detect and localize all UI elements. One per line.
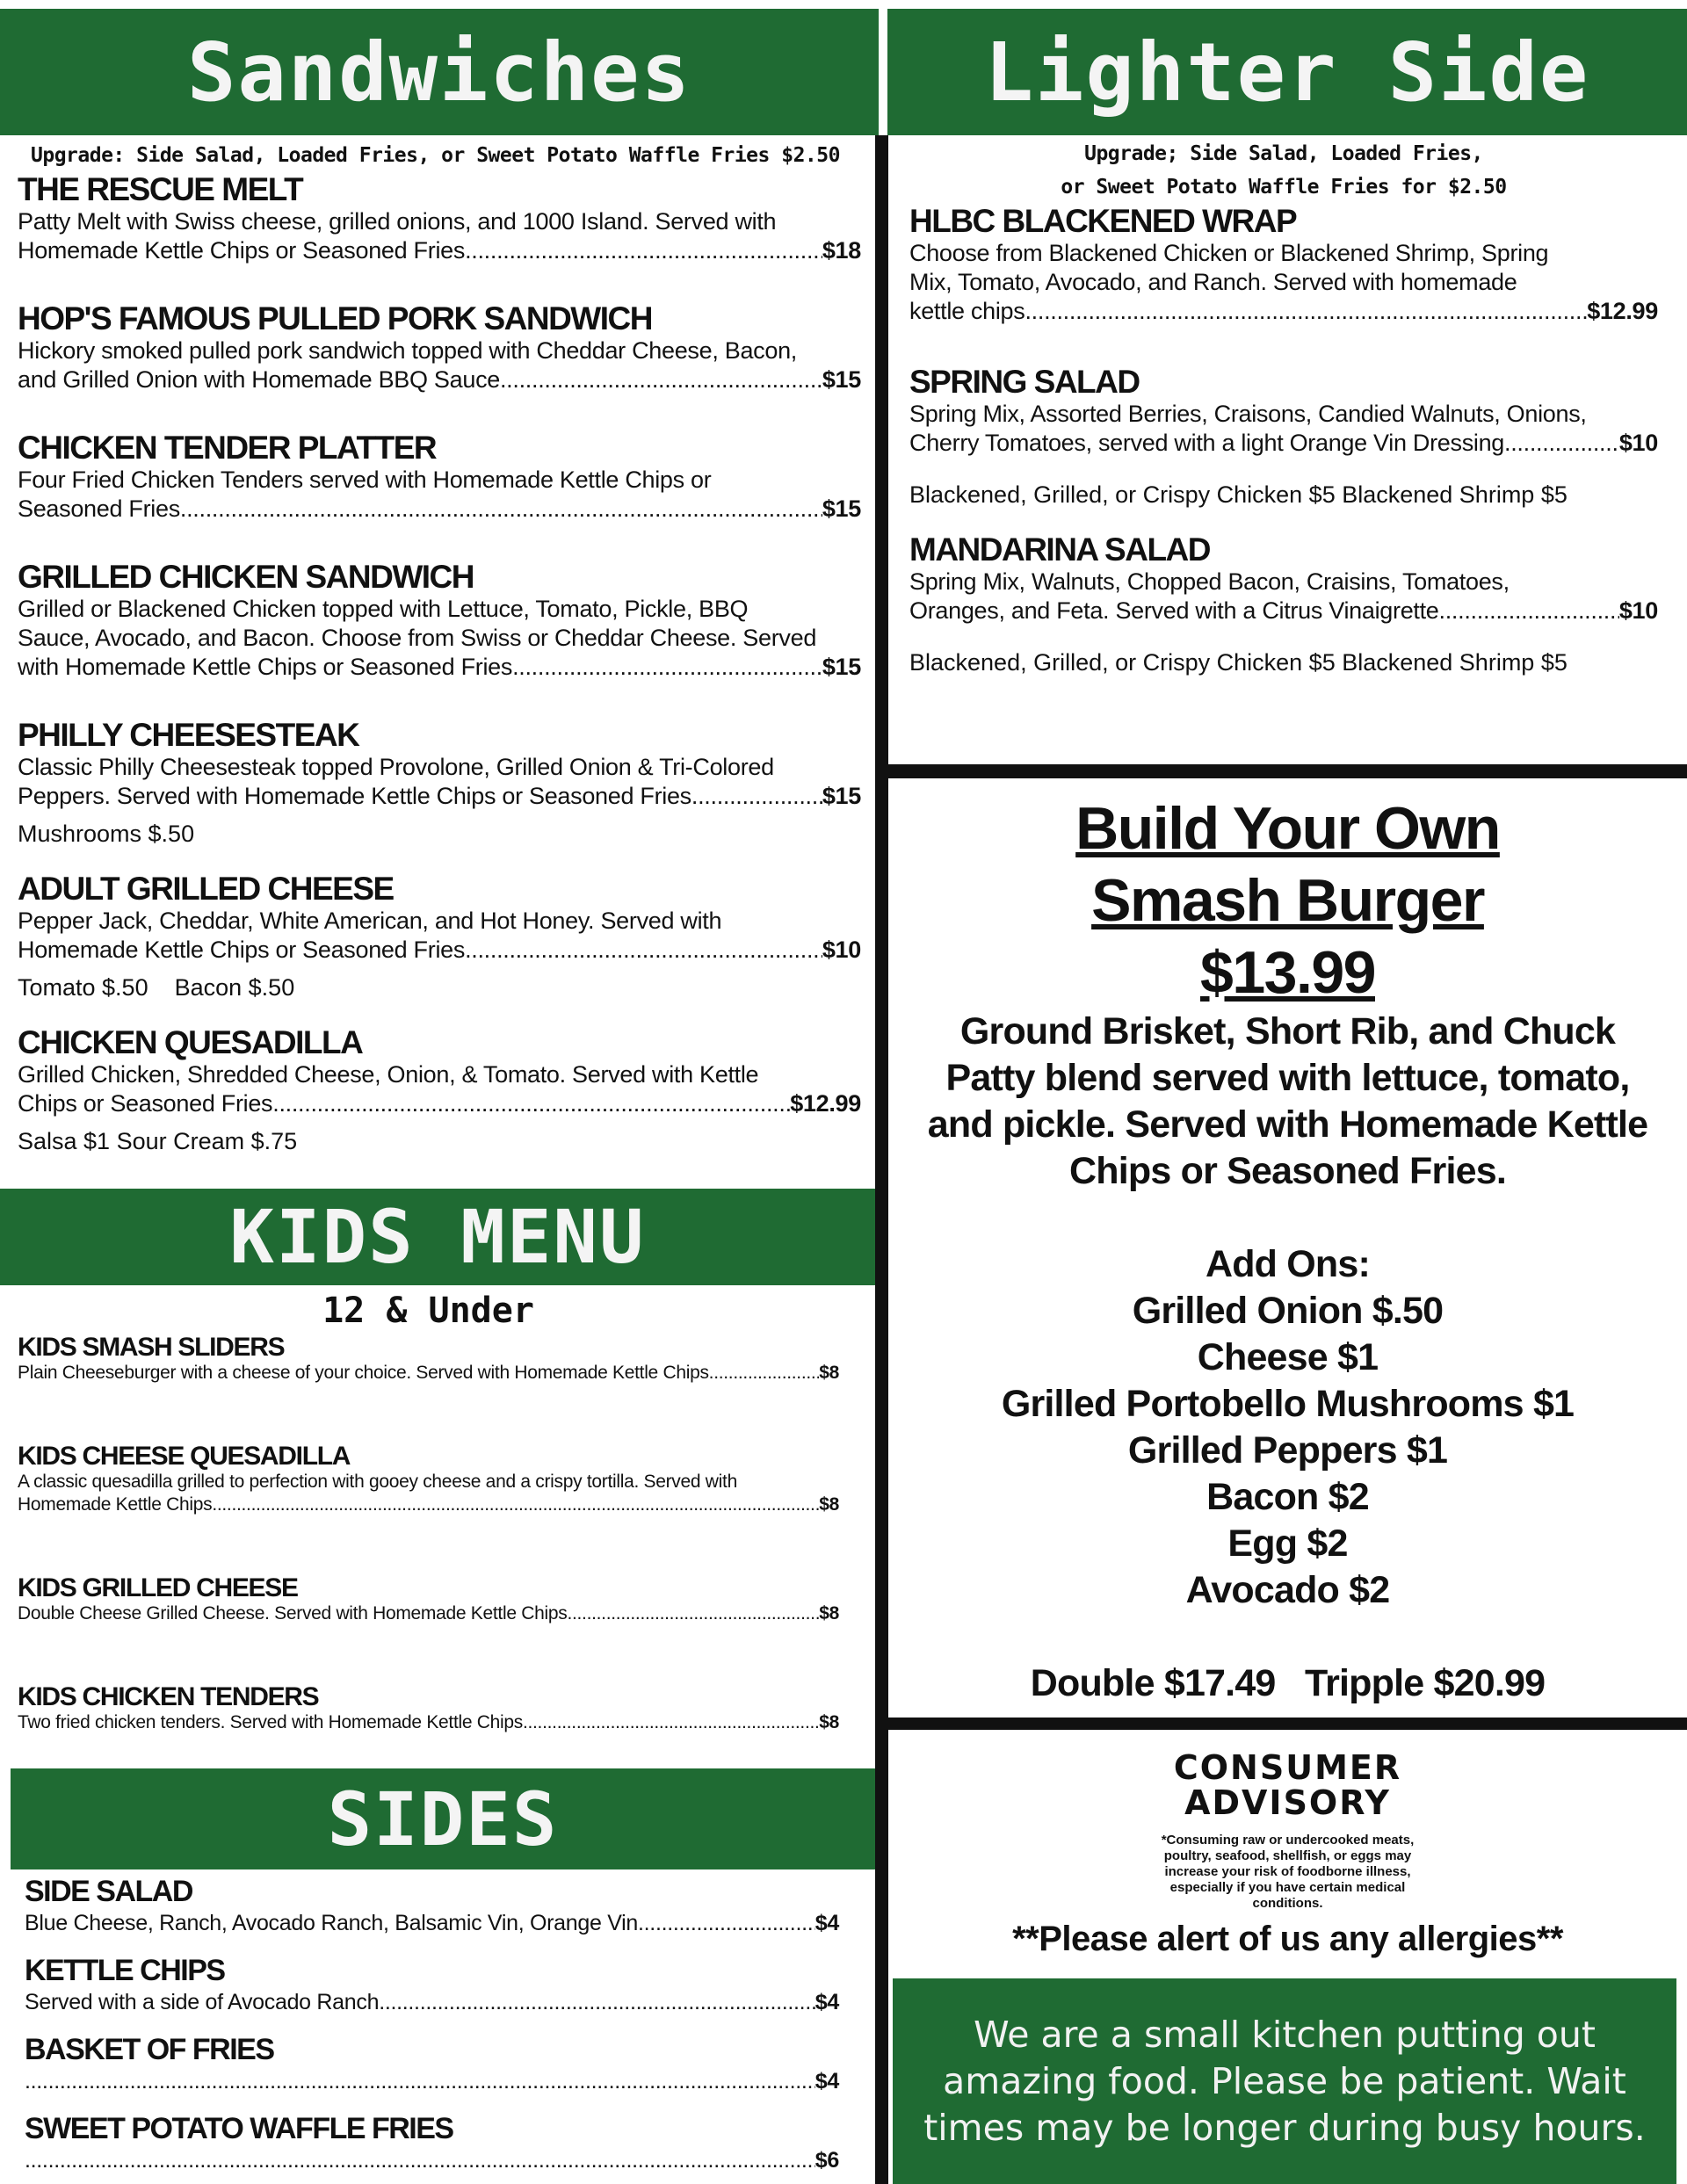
burger-desc: Ground Brisket, Short Rib, and Chuck [959, 1010, 1616, 1052]
item-name: CHICKEN QUESADILLA [18, 1024, 363, 1060]
kitchen-notice-line: times may be longer during busy hours. [923, 2106, 1646, 2149]
menu-item [18, 560, 861, 682]
item-price: $6 [815, 2148, 839, 2173]
burger-desc: Patty blend served with lettuce, tomato, [945, 1057, 1630, 1099]
kids-menu-title: KIDS MENU [229, 1194, 646, 1280]
item-name: THE RESCUE MELT [18, 171, 303, 207]
item-price-line: Chips or Seasoned Fries ..... $12.99 [18, 1089, 861, 1118]
item-price: $4 [815, 1911, 839, 1935]
kitchen-notice-line: amazing food. Please be patient. Wait [943, 2059, 1626, 2102]
lighter-side-title: Lighter Side [984, 25, 1590, 119]
allergy-alert: **Please alert of us any allergies** [1012, 1920, 1563, 1958]
item-price-line: Peppers. Served with Homemade Kettle Chips or Seasoned Fries ..... $15 [18, 782, 861, 811]
menu-item [18, 172, 861, 265]
addon-item: Grilled Peppers $1 [1127, 1429, 1448, 1472]
addon-item: Cheese $1 [1197, 1336, 1379, 1378]
addon-item: Bacon $2 [1206, 1476, 1369, 1518]
item-name: BASKET OF FRIES [25, 2033, 274, 2066]
kitchen-notice-line: We are a small kitchen putting out [974, 2013, 1596, 2056]
menu-item [18, 1574, 839, 1625]
item-name: SWEET POTATO WAFFLE FRIES [25, 2112, 453, 2145]
lighter-burger-divider [888, 764, 1687, 778]
item-desc: Grilled or Blackened Chicken topped with Lettuce, Tomato, Pickle, BBQ [18, 596, 749, 622]
item-name: KETTLE CHIPS [25, 1954, 225, 1987]
sides-section [25, 1874, 839, 2175]
menu-item [25, 2111, 839, 2175]
burger-heading-line2: Smash Burger [1091, 867, 1484, 934]
column-divider [875, 135, 888, 2184]
addon-item: Egg $2 [1227, 1522, 1348, 1565]
item-price: $10 [1618, 430, 1658, 456]
sandwiches-title: Sandwiches [187, 25, 691, 119]
menu-item [18, 718, 861, 849]
item-price-line: Seasoned Fries ..... $15 [18, 495, 861, 524]
advisory-text: *Consuming raw or undercooked meats, poultry, seafood, shellfish, or eggs may increase your risk of foodborne illness, especially if you have certain medical conditions. [1161, 1833, 1415, 1911]
menu-item [25, 1874, 839, 1938]
sandwiches-section [18, 144, 861, 1156]
menu-item [909, 204, 1658, 326]
lighter-upgrade-note-line2: or Sweet Potato Waffle Fries for $2.50 [1061, 176, 1507, 199]
item-price: $10 [1618, 597, 1658, 624]
menu-item [18, 1683, 839, 1734]
item-price-line: with Homemade Kettle Chips or Seasoned Fries ..... $15 [18, 653, 861, 682]
item-price: $4 [815, 1990, 839, 2014]
item-name: KIDS CHEESE QUESADILLA [18, 1442, 351, 1471]
item-price: $8 [819, 1603, 839, 1624]
burger-desc: and pickle. Served with Homemade Kettle [927, 1103, 1648, 1146]
menu-item [909, 365, 1658, 510]
sandwiches-upgrade-note: Upgrade: Side Salad, Loaded Fries, or Sweet Potato Waffle Fries $2.50 [31, 144, 840, 167]
menu-item [25, 2032, 839, 2096]
item-desc: Spring Mix, Assorted Berries, Craisons, Candied Walnuts, Onions, [909, 401, 1587, 427]
item-price-line: kettle chips ..... $12.99 [909, 297, 1658, 326]
item-price: $10 [822, 937, 861, 963]
burger-desc: Chips or Seasoned Fries. [1069, 1150, 1506, 1192]
item-price: $8 [819, 1363, 839, 1383]
item-desc: A classic quesadilla grilled to perfection with gooey cheese and a crispy tortilla. Served with [18, 1472, 737, 1492]
item-desc: Sauce, Avocado, and Bacon. Choose from Swiss or Cheddar Cheese. Served [18, 625, 817, 651]
item-name: SIDE SALAD [25, 1875, 192, 1908]
item-addon-note: Blackened, Grilled, or Crispy Chicken $5 Blackened Shrimp $5 [909, 649, 1568, 676]
item-desc: Classic Philly Cheesesteak topped Provolone, Grilled Onion & Tri-Colored [18, 754, 774, 780]
item-desc: Hickory smoked pulled pork sandwich topped with Cheddar Cheese, Bacon, [18, 337, 797, 364]
kids-menu-banner [0, 1189, 875, 1285]
item-addon-note: Blackened, Grilled, or Crispy Chicken $5 Blackened Shrimp $5 [909, 481, 1568, 508]
addon-item: Grilled Portobello Mushrooms $1 [1001, 1383, 1575, 1425]
item-addon-note: Mushrooms $.50 [18, 821, 195, 847]
menu-item [18, 301, 861, 394]
item-price-line: Oranges, and Feta. Served with a Citrus Vinaigrette ..... $10 [909, 597, 1658, 626]
item-price-line: Homemade Kettle Chips or Seasoned Fries ..... $10 [18, 936, 861, 965]
advisory-title: CONSUMER ADVISORY [1173, 1748, 1402, 1822]
kids-subtitle: 12 & Under [322, 1291, 534, 1331]
item-price-line: Blue Cheese, Ranch, Avocado Ranch, Balsamic Vin, Orange Vin ..... $4 [25, 1909, 839, 1938]
item-price-line: Homemade Kettle Chips or Seasoned Fries ..... $18 [18, 236, 861, 265]
burger-size-options: Double $17.49 Tripple $20.99 [1030, 1662, 1546, 1704]
burger-price: $13.99 [1200, 939, 1375, 1006]
item-price: $15 [822, 495, 861, 522]
item-desc: Pepper Jack, Cheddar, White American, and Hot Honey. Served with [18, 908, 722, 934]
build-your-own-burger-section [888, 792, 1687, 1707]
consumer-advisory-section [888, 1750, 1687, 1961]
menu-item [18, 430, 861, 524]
item-name: KIDS GRILLED CHEESE [18, 1573, 298, 1602]
menu-item [18, 1334, 839, 1385]
item-price-line: Plain Cheeseburger with a cheese of your choice. Served with Homemade Kettle Chips ..... $8 [18, 1362, 839, 1385]
lighter-upgrade-note-line1: Upgrade; Side Salad, Loaded Fries, [1084, 142, 1483, 165]
item-price-line: Homemade Kettle Chips ..... $8 [18, 1493, 839, 1516]
item-price: $15 [822, 654, 861, 680]
sandwiches-banner [0, 9, 879, 135]
item-desc: Mix, Tomato, Avocado, and Ranch. Served with homemade [909, 269, 1517, 295]
menu-item [18, 871, 861, 1002]
menu-item [18, 1025, 861, 1156]
menu-item [909, 532, 1658, 677]
item-name: HOP'S FAMOUS PULLED PORK SANDWICH [18, 300, 652, 336]
item-price: $12.99 [790, 1090, 861, 1117]
item-desc: Choose from Blackened Chicken or Blackened Shrimp, Spring [909, 240, 1549, 266]
item-name: ADULT GRILLED CHEESE [18, 871, 394, 907]
item-name: MANDARINA SALAD [909, 532, 1210, 568]
menu-item [25, 1953, 839, 2017]
lighter-side-section [909, 137, 1658, 677]
item-desc: Spring Mix, Walnuts, Chopped Bacon, Craisins, Tomatoes, [909, 568, 1510, 595]
item-price: $8 [819, 1494, 839, 1515]
addon-item: Grilled Onion $.50 [1132, 1290, 1444, 1332]
item-desc: Patty Melt with Swiss cheese, grilled onions, and 1000 Island. Served with [18, 208, 777, 235]
kitchen-notice-banner [893, 1978, 1676, 2184]
item-name: KIDS SMASH SLIDERS [18, 1333, 285, 1362]
item-price: $8 [819, 1712, 839, 1732]
item-addon-note: Tomato $.50 Bacon $.50 [18, 974, 295, 1001]
item-name: GRILLED CHICKEN SANDWICH [18, 559, 474, 595]
item-price-line [25, 2067, 839, 2096]
item-price-line: Served with a side of Avocado Ranch ..... $4 [25, 1988, 839, 2017]
kids-menu-section [18, 1291, 839, 1734]
item-addon-note: Salsa $1 Sour Cream $.75 [18, 1128, 298, 1154]
sides-title: SIDES [327, 1775, 559, 1862]
addons-title: Add Ons: [1205, 1243, 1371, 1285]
item-desc: Four Fried Chicken Tenders served with Homemade Kettle Chips or [18, 466, 712, 493]
item-price-line: Cherry Tomatoes, served with a light Orange Vin Dressing ..... $10 [909, 429, 1658, 458]
item-price-line: Double Cheese Grilled Cheese. Served with Homemade Kettle Chips ..... $8 [18, 1602, 839, 1625]
menu-item [18, 1443, 839, 1516]
burger-advisory-divider [888, 1718, 1687, 1730]
item-price: $15 [822, 783, 861, 809]
lighter-side-banner [887, 9, 1687, 135]
item-desc: Grilled Chicken, Shredded Cheese, Onion, & Tomato. Served with Kettle [18, 1061, 759, 1088]
item-name: KIDS CHICKEN TENDERS [18, 1682, 319, 1711]
item-price: $4 [815, 2069, 839, 2094]
burger-heading-line1: Build Your Own [1075, 795, 1500, 862]
item-name: SPRING SALAD [909, 364, 1140, 400]
item-price-line: and Grilled Onion with Homemade BBQ Sauce ..... $15 [18, 365, 861, 394]
item-name: PHILLY CHEESESTEAK [18, 717, 359, 753]
item-name: HLBC BLACKENED WRAP [909, 203, 1297, 239]
item-price: $15 [822, 366, 861, 393]
item-name: CHICKEN TENDER PLATTER [18, 430, 437, 466]
addon-item: Avocado $2 [1185, 1569, 1390, 1611]
item-price: $12.99 [1587, 298, 1658, 324]
item-price: $18 [822, 237, 861, 264]
item-price-line [25, 2146, 839, 2175]
item-price-line: Two fried chicken tenders. Served with Homemade Kettle Chips ..... $8 [18, 1711, 839, 1734]
sides-banner [11, 1768, 875, 1869]
